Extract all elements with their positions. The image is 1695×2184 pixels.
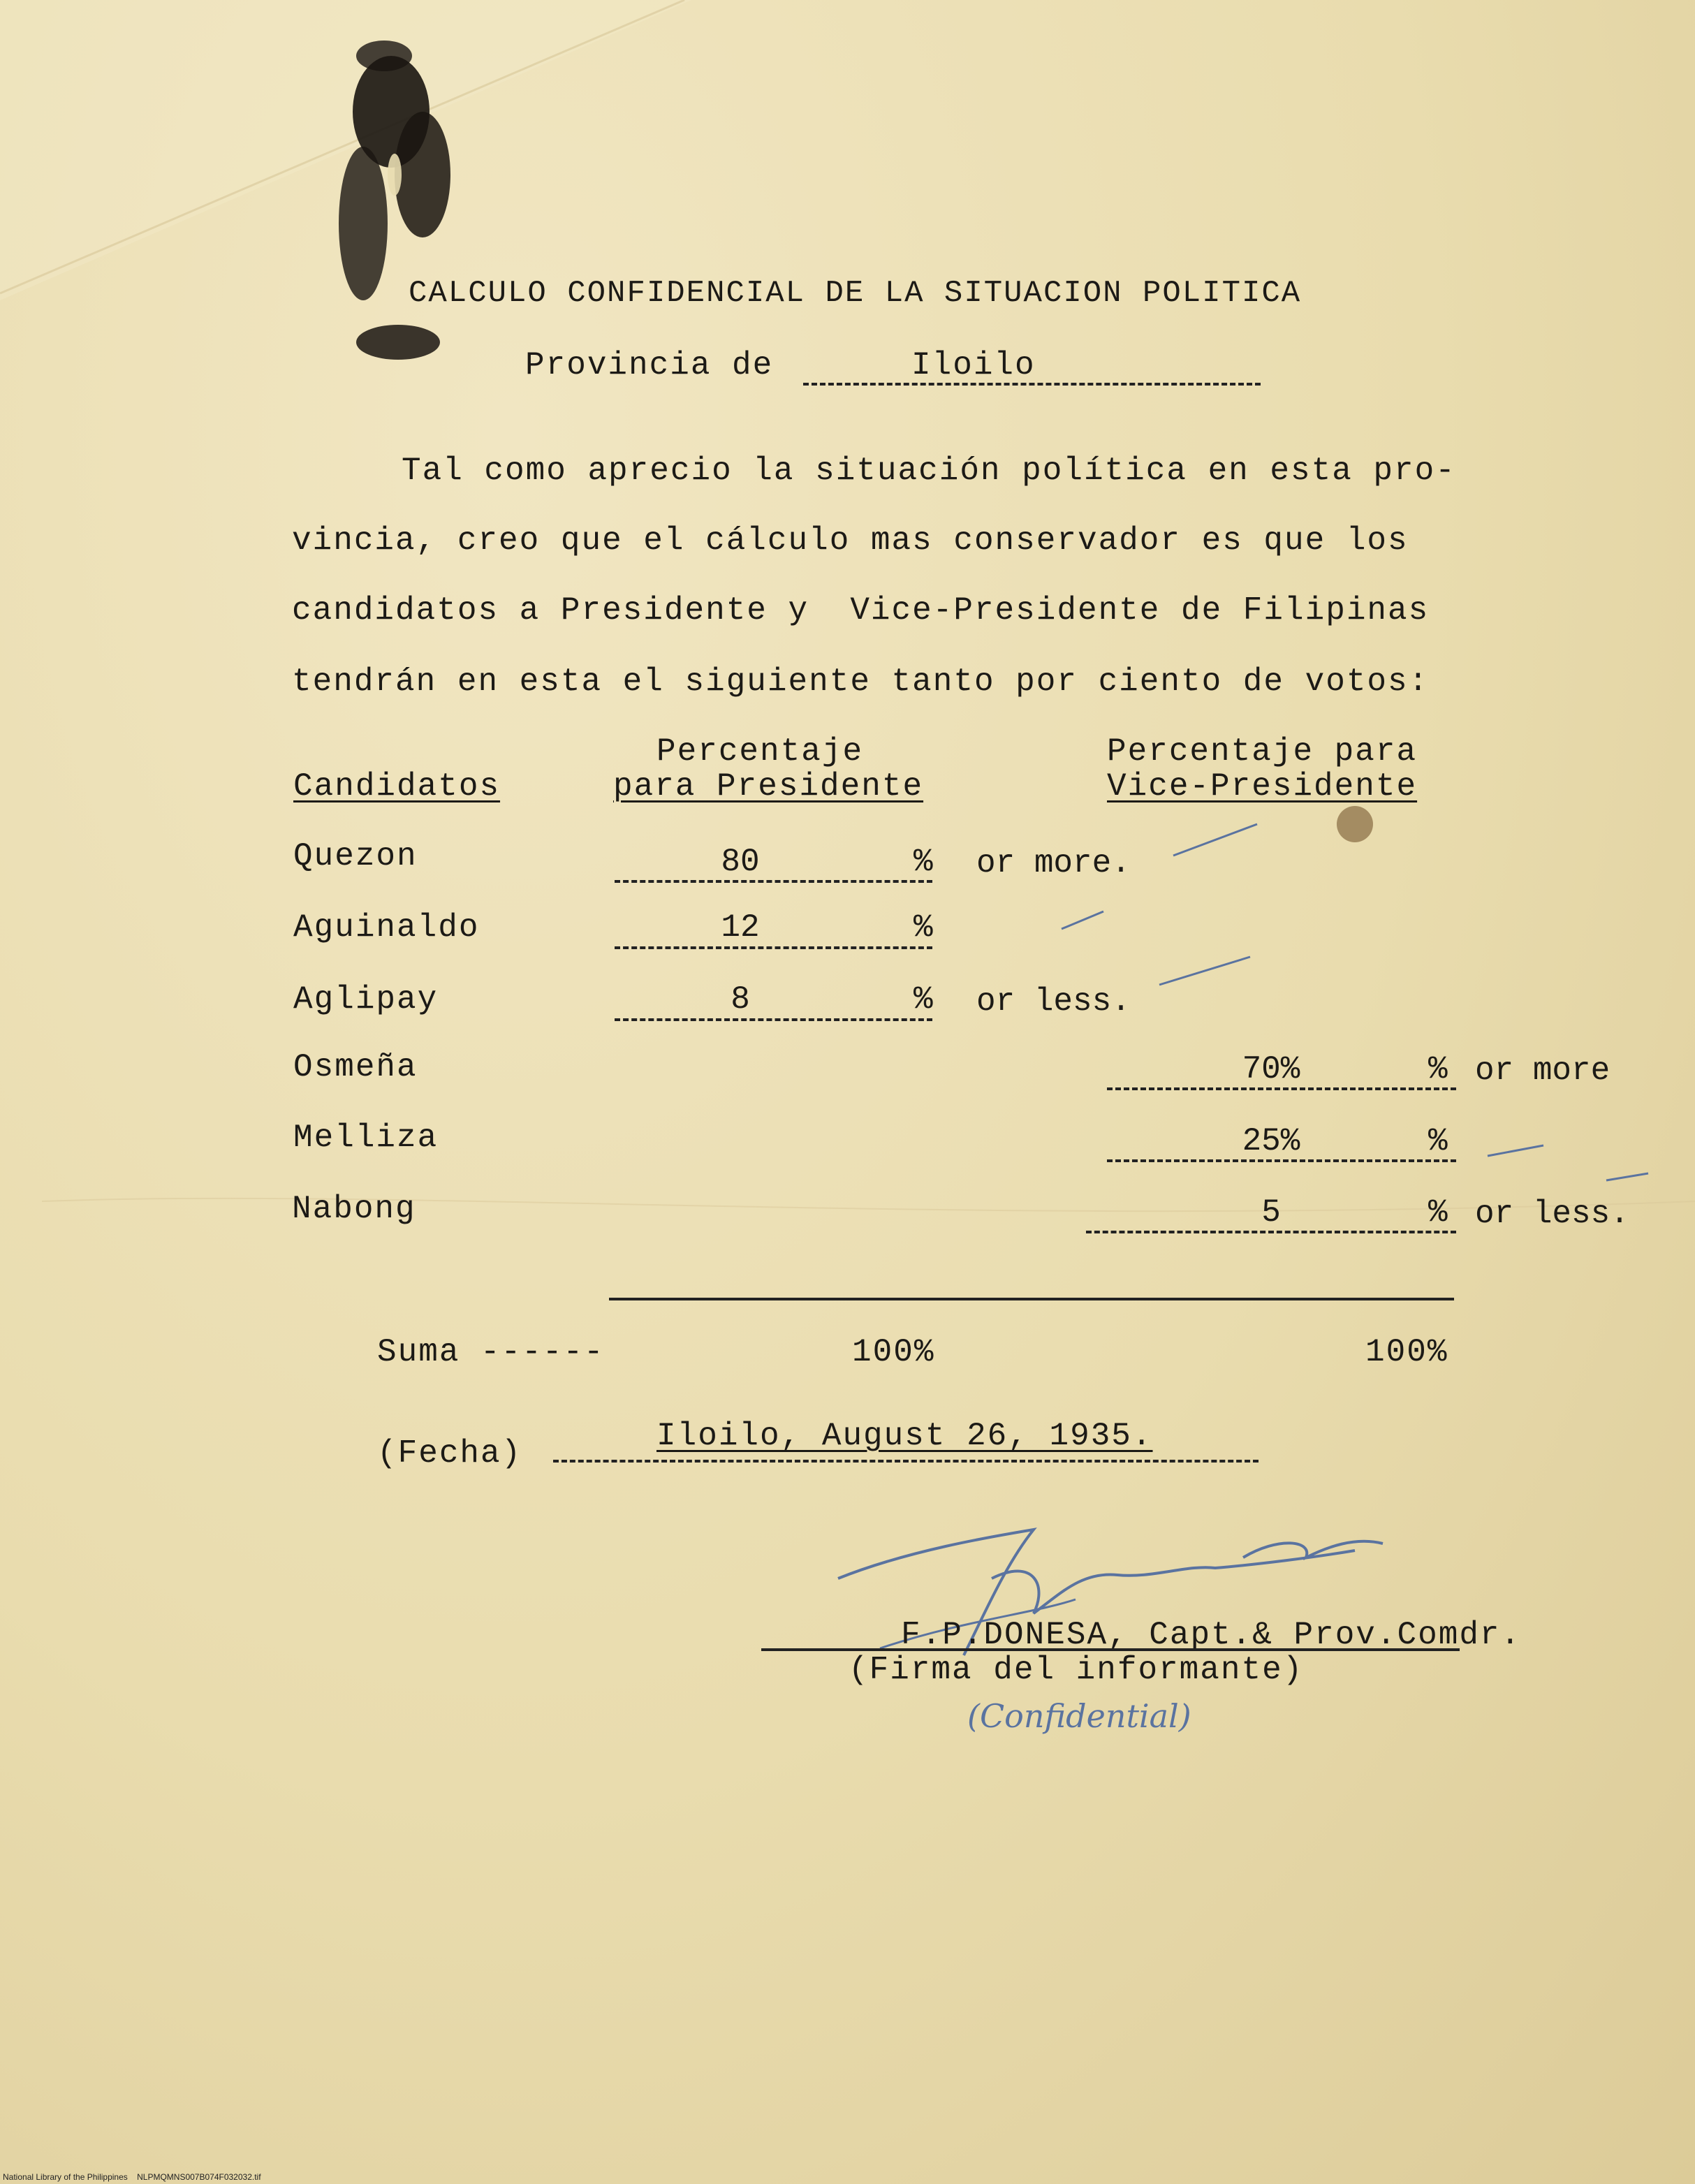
president-line-quezon <box>615 880 932 883</box>
pct-sign-quezon: % <box>913 844 933 880</box>
vice-pct-nabong: 5 <box>1261 1194 1281 1231</box>
candidate-name-melliza: Melliza <box>293 1120 439 1156</box>
sum-vice: 100% <box>1365 1334 1448 1370</box>
province-underline <box>803 383 1261 386</box>
president-line-aglipay <box>615 1018 932 1021</box>
president-pct-aglipay: 8 <box>731 981 750 1018</box>
date-label: (Fecha) <box>377 1435 522 1472</box>
president-pct-aguinaldo: 12 <box>721 909 760 946</box>
signature-caption: (Firma del informante) <box>849 1652 1304 1688</box>
sum-president: 100% <box>852 1334 935 1370</box>
note-quezon: or more. <box>976 845 1131 881</box>
sum-label: Suma ------ <box>377 1334 605 1370</box>
note-osmena: or more <box>1475 1053 1610 1089</box>
vice-header-line1: Percentaje para <box>1107 733 1418 770</box>
intro-line-1: Tal como aprecio la situación política en esta pro- <box>402 453 1456 489</box>
pct-sign-aglipay: % <box>913 981 933 1018</box>
vice-pct-osmena: 70% <box>1242 1051 1300 1087</box>
ink-spot <box>1327 796 1383 852</box>
vice-line-nabong <box>1086 1231 1456 1233</box>
signatory-name: F.P.DONESA, Capt.& Prov.Comdr. <box>901 1617 1522 1653</box>
vice-header-line2: Vice-Presidente <box>1107 768 1418 805</box>
ink-blot <box>307 14 489 377</box>
archive-footer: National Library of the Philippines NLPMQMNS007B074F032032.tif <box>3 2172 261 2182</box>
candidate-name-aglipay: Aglipay <box>293 981 439 1018</box>
province-label: Provincia de <box>525 347 774 383</box>
president-header-line1: Percentaje <box>656 733 864 770</box>
president-line-aguinaldo <box>615 946 932 949</box>
total-separator <box>609 1298 1454 1300</box>
vice-line-osmena <box>1107 1087 1456 1090</box>
pct-sign-melliza: % <box>1428 1123 1448 1159</box>
intro-line-3: candidatos a Presidente y Vice-Presidente de Filipinas <box>292 592 1430 629</box>
note-nabong: or less. <box>1475 1196 1629 1232</box>
intro-line-2: vincia, creo que el cálculo mas conservador es que los <box>292 522 1409 559</box>
date-line <box>553 1460 1259 1463</box>
vice-line-melliza <box>1107 1159 1456 1162</box>
pct-sign-osmena: % <box>1428 1051 1448 1087</box>
candidate-name-quezon: Quezon <box>293 838 418 874</box>
signature-line <box>761 1648 1460 1651</box>
pct-sign-nabong: % <box>1428 1194 1448 1231</box>
document-title: CALCULO CONFIDENCIAL DE LA SITUACION POLITICA <box>409 276 1302 311</box>
pct-sign-aguinaldo: % <box>913 909 933 946</box>
note-aglipay: or less. <box>976 983 1131 1020</box>
candidates-header: Candidatos <box>293 768 501 805</box>
candidate-name-aguinaldo: Aguinaldo <box>293 909 480 946</box>
candidate-name-osmena: Osmeña <box>293 1049 418 1085</box>
province-value: Iloilo <box>911 347 1036 383</box>
date-value: Iloilo, August 26, 1935. <box>656 1418 1153 1454</box>
president-pct-quezon: 80 <box>721 844 760 880</box>
vice-pct-melliza: 25% <box>1242 1123 1300 1159</box>
intro-line-4: tendrán en esta el siguiente tanto por ciento de votos: <box>292 664 1430 700</box>
candidate-name-nabong: Nabong <box>292 1191 416 1227</box>
president-header-line2: para Presidente <box>613 768 924 805</box>
handwritten-note: (Confidential) <box>967 1697 1191 1735</box>
